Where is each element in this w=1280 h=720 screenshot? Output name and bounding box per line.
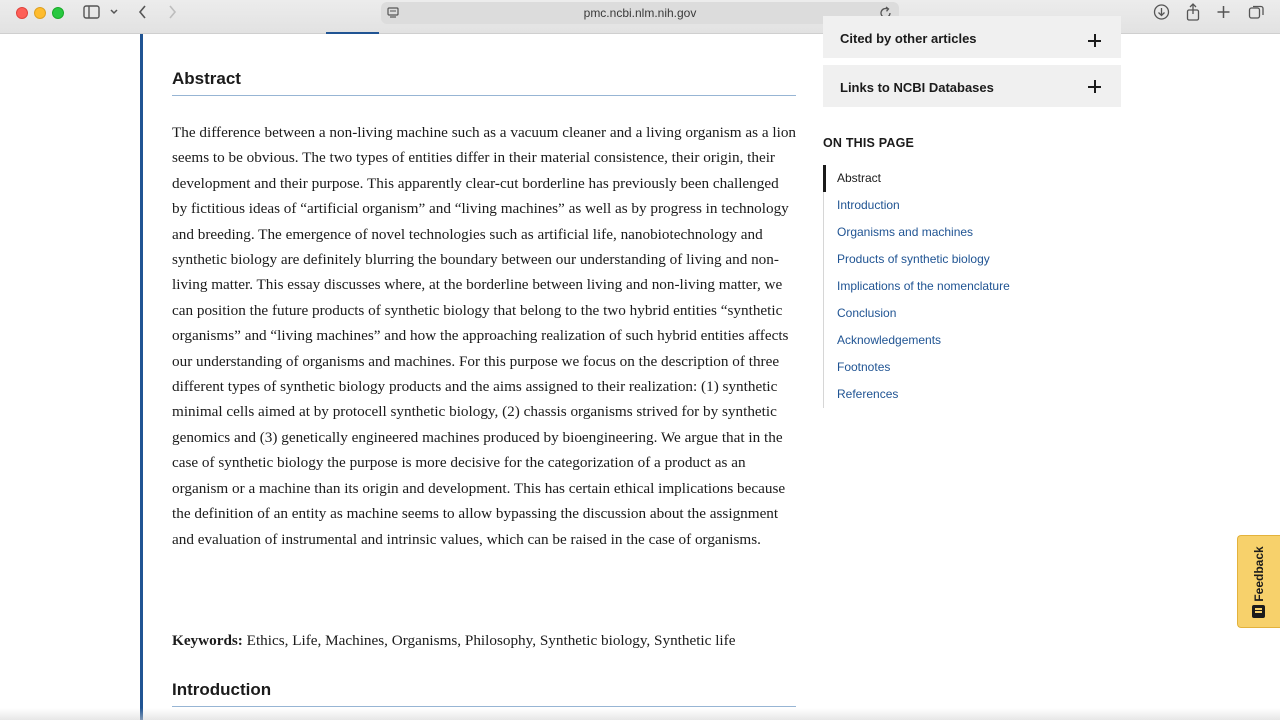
keywords-list: Ethics, Life, Machines, Organisms, Philosophy, Synthetic biology, Synthetic life — [242, 632, 736, 649]
introduction-heading: Introduction — [172, 680, 796, 707]
toc-item-implications[interactable]: Implications of the nomenclature — [837, 279, 1010, 293]
back-icon[interactable] — [137, 3, 149, 21]
toc-item-abstract[interactable]: Abstract — [823, 165, 1083, 192]
address-bar[interactable] — [381, 2, 899, 24]
toc-item-references[interactable]: References — [837, 387, 899, 401]
new-tab-icon[interactable] — [1216, 3, 1231, 21]
article-left-rule — [140, 34, 143, 720]
sidebar-toggle-icon[interactable] — [83, 3, 100, 21]
url-text[interactable]: pmc.ncbi.nlm.nih.gov — [583, 6, 697, 20]
on-this-page-nav — [823, 165, 1083, 408]
downloads-icon[interactable] — [1153, 3, 1170, 21]
on-this-page-title: ON THIS PAGE — [823, 136, 915, 150]
keywords-label: Keywords: — [172, 632, 243, 649]
toc-item-acknowledgements[interactable]: Acknowledgements — [837, 333, 942, 347]
tab-overview-icon[interactable] — [1248, 3, 1265, 21]
ncbi-links-accordion[interactable] — [823, 65, 1121, 107]
toc-item-footnotes[interactable]: Footnotes — [837, 360, 891, 374]
abstract-text: The difference between a non-living machine such as a vacuum cleaner and a living organism as a lion seems to be obvious. The two types of entities differ in their material consistence, their origin, their development and their purpose. This apparently clear-cut borderline has previously been challenged by fictitious ideas of “artificial organism” and “living machines” as well as by progress in technology and breeding. The emergence of novel technologies such as artificial life, nanobiotechnology and synthetic biology are definitely blurring the boundary between our understanding of living and non-living matter. This essay discusses where, at the borderline between living and non-living matter, we can position the future products of synthetic biology that belong to the two hybrid entities “synthetic organisms” and “living machines” and how the approaching realization of such hybrid entities affects our understanding of organisms and machines. For this purpose we focus on the description of three different types of synthetic biology products and the aims assigned to their realization: (1) synthetic minimal cells aimed at by protocell synthetic biology, (2) chassis organisms strived for by synthetic genomics and (3) genetically engineered machines produced by bioengineering. We argue that in the case of synthetic biology the purpose is more decisive for the categorization of a product as an organism or a machine than its origin and development. This has certain ethical implications because the definition of an entity as machine seems to allow bypassing the discussion about the assignment and evaluation of instrumental and intrinsic values, which can be raised in the case of organisms. — [172, 124, 797, 548]
keywords — [172, 628, 796, 653]
plus-icon[interactable] — [1088, 34, 1101, 47]
plus-icon[interactable] — [1088, 80, 1101, 93]
chevron-down-icon[interactable] — [108, 3, 120, 21]
toc-item-conclusion[interactable]: Conclusion — [837, 306, 897, 320]
share-icon[interactable] — [1185, 3, 1201, 21]
cited-by-accordion[interactable] — [823, 16, 1121, 58]
close-window-button[interactable] — [16, 7, 28, 19]
feedback-label: Feedback — [1252, 545, 1266, 602]
zoom-window-button[interactable] — [52, 7, 64, 19]
active-tab-underline — [326, 32, 379, 34]
toc-item-organisms-and-machines[interactable]: Organisms and machines — [837, 225, 974, 239]
minimize-window-button[interactable] — [34, 7, 46, 19]
toc-item-introduction[interactable]: Introduction — [837, 198, 900, 212]
bottom-shadow — [0, 708, 1280, 720]
abstract-heading: Abstract — [172, 69, 796, 96]
feedback-icon — [1252, 605, 1265, 618]
feedback-button[interactable] — [1237, 535, 1280, 628]
forward-icon[interactable] — [166, 3, 178, 21]
accordion-label: Cited by other articles — [840, 31, 977, 46]
accordion-label: Links to NCBI Databases — [840, 80, 994, 95]
toc-item-products-of-synthetic-biology[interactable]: Products of synthetic biology — [837, 252, 990, 266]
